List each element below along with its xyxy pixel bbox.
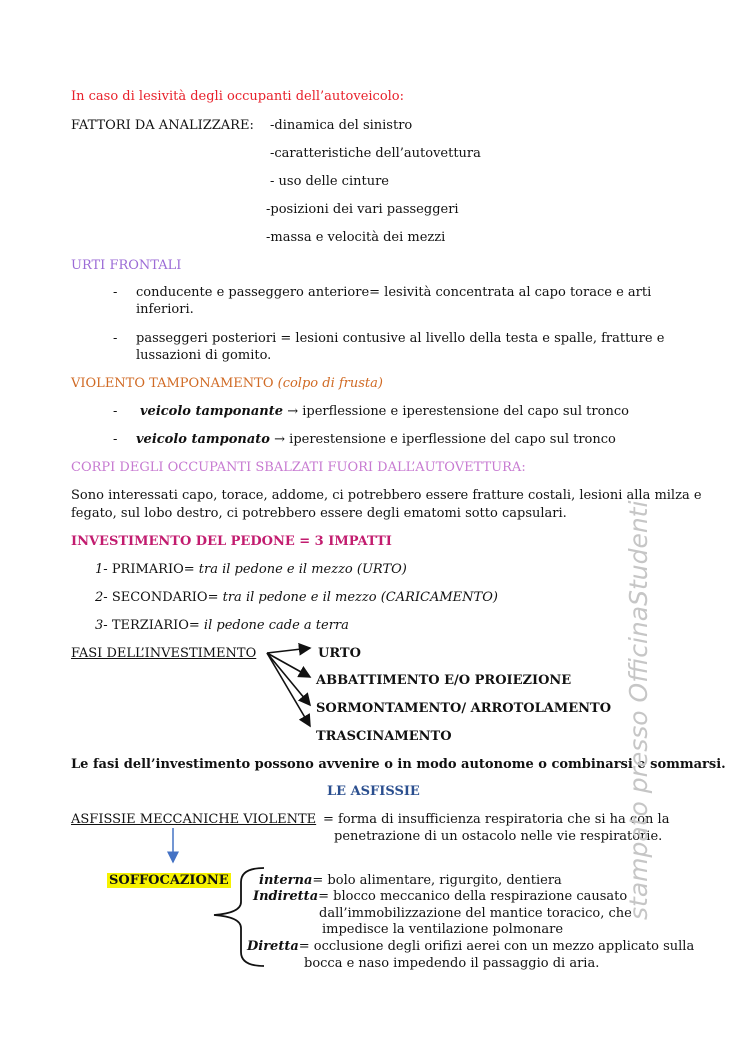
asphyxia-definition: penetrazione di un ostacolo nelle vie respiratorie.: [334, 829, 663, 844]
intro-heading: In caso di lesività degli occupanti dell’autoveicolo:: [71, 89, 405, 104]
impact-label: PRIMARIO: [111, 562, 184, 577]
rear-item-text: iperestensione e iperflessione del capo sul tronco: [289, 432, 616, 447]
impact-number: 3-: [95, 618, 108, 633]
frontal-heading: URTI FRONTALI: [71, 258, 182, 273]
ejected-line: Sono interessati capo, torace, addome, ci potrebbero essere fratture costali, lesioni alla milza e: [71, 488, 702, 503]
right-arrow-icon: →: [274, 432, 286, 447]
factor-item: -caratteristiche dell’autovettura: [270, 146, 481, 161]
suffocation-type: [259, 872, 562, 889]
ejected-heading: CORPI DEGLI OCCUPANTI SBALZATI FUORI DALL’AUTOVETTURA:: [71, 460, 526, 475]
frontal-bullet-line: inferiori.: [136, 302, 194, 317]
factor-item: -dinamica del sinistro: [270, 118, 413, 133]
factor-item: -posizioni dei vari passeggeri: [266, 202, 459, 217]
impact-desc: = tra il pedone e il mezzo (URTO): [183, 562, 407, 577]
type-desc: = bolo alimentare, rigurgito, dentiera: [312, 873, 562, 888]
phases-note: Le fasi dell’investimento possono avvenire o in modo autonome o combinarsi e sommarsi.: [71, 757, 726, 772]
factors-label: FATTORI DA ANALIZZARE:: [71, 118, 254, 133]
rear-item-text: iperflessione e iperestensione del capo sul tronco: [302, 404, 629, 419]
pedestrian-heading: INVESTIMENTO DEL PEDONE = 3 IMPATTI: [71, 534, 392, 549]
bullet-dash: -: [113, 404, 118, 419]
ejected-line: fegato, sul lobo destro, ci potrebbero essere degli ematomi sotto capsulari.: [71, 506, 567, 521]
type-term: interna: [259, 873, 313, 888]
factor-item: -massa e velocità dei mezzi: [266, 230, 446, 245]
bullet-dash: -: [113, 285, 118, 300]
right-arrow-icon: →: [287, 404, 299, 419]
type-desc-line: impedisce la ventilazione polmonare: [322, 922, 564, 937]
impact-desc: = il pedone cade a terra: [188, 618, 349, 633]
suffocation-type: [253, 888, 627, 905]
type-desc-line: bocca e naso impedendo il passaggio di aria.: [304, 956, 600, 971]
asphyxia-term: ASFISSIE MECCANICHE VIOLENTE: [71, 812, 317, 827]
impact-number: 2-: [95, 590, 108, 605]
bullet-dash: -: [113, 432, 118, 447]
rear-item-term: veicolo tamponato: [136, 432, 270, 447]
type-desc: = blocco meccanico della respirazione causato: [318, 889, 628, 904]
phase-item: SORMONTAMENTO/ ARROTOLAMENTO: [316, 701, 612, 716]
asphyxia-title: LE ASFISSIE: [327, 784, 420, 799]
suffocation-highlight: SOFFOCAZIONE: [109, 873, 229, 888]
bullet-dash: -: [113, 331, 118, 346]
type-desc-line: dall’immobilizzazione del mantice toracico, che: [319, 906, 632, 921]
phase-item: TRASCINAMENTO: [316, 729, 452, 744]
factor-item: - uso delle cinture: [270, 174, 389, 189]
rear-heading-text: VIOLENTO TAMPONAMENTO: [71, 376, 274, 391]
rear-item-term: veicolo tamponante: [140, 404, 284, 419]
phase-item: URTO: [318, 646, 361, 661]
type-term: Diretta: [247, 939, 299, 954]
phase-item: ABBATTIMENTO E/O PROIEZIONE: [316, 673, 572, 688]
suffocation-type: [247, 938, 694, 955]
asphyxia-definition: = forma di insufficienza respiratoria che si ha con la: [323, 812, 670, 827]
impact-desc: = tra il pedone e il mezzo (CARICAMENTO): [207, 590, 498, 605]
phases-label: FASI DELL’INVESTIMENTO: [71, 646, 257, 661]
impact-number: 1-: [95, 562, 108, 577]
impact-label: SECONDARIO: [111, 590, 208, 605]
watermark: stampato presso OfficinaStudenti: [624, 500, 653, 920]
rear-heading-note: (colpo di frusta): [277, 376, 383, 391]
frontal-bullet-line: conducente e passeggero anteriore= lesività concentrata al capo torace e arti: [136, 285, 652, 300]
type-term: Indiretta: [253, 889, 319, 904]
impact-label: TERZIARIO: [111, 618, 189, 633]
frontal-bullet-line: passeggeri posteriori = lesioni contusive al livello della testa e spalle, fratture e: [136, 331, 665, 346]
type-desc: = occlusione degli orifizi aerei con un mezzo applicato sulla: [298, 939, 695, 954]
frontal-bullet-line: lussazioni di gomito.: [136, 348, 272, 363]
